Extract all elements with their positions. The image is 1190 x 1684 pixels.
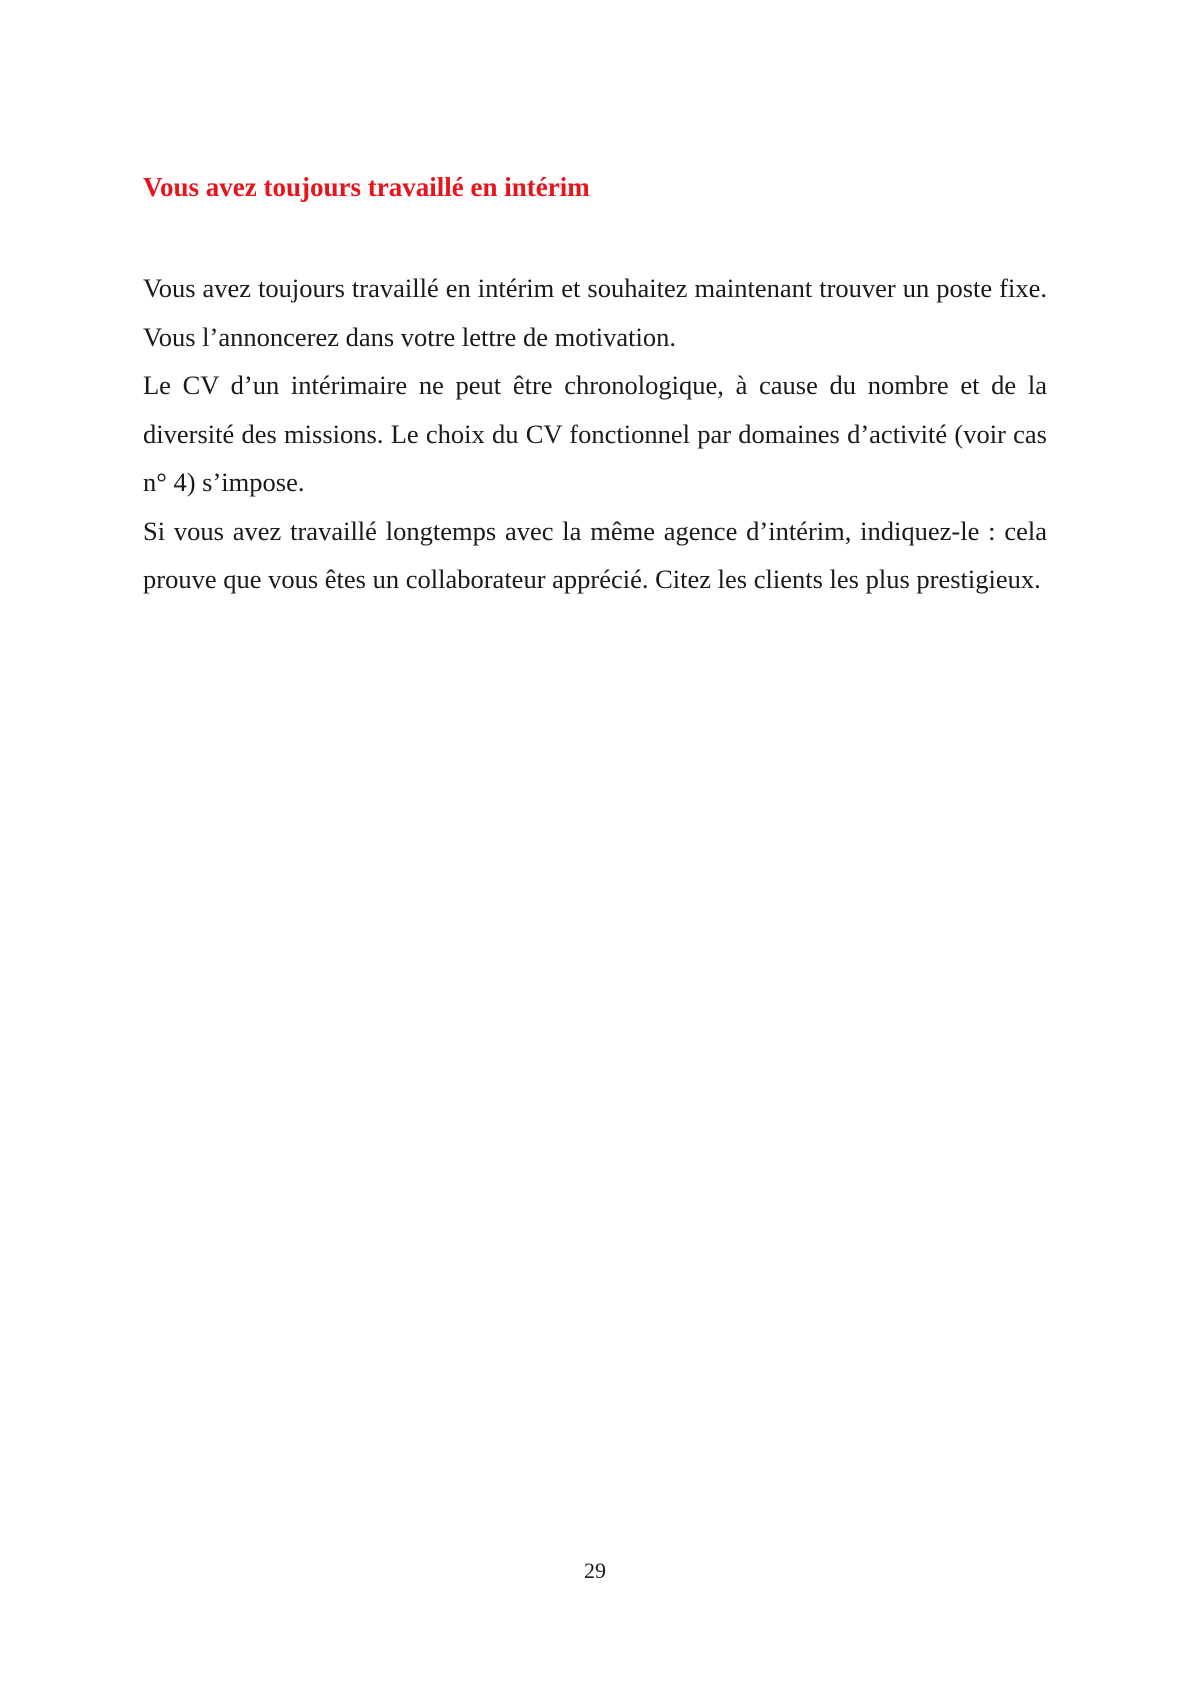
section-heading: Vous avez toujours travaillé en intérim <box>143 172 590 202</box>
paragraph-agency-advice: Si vous avez travaillé longtemps avec la même agence d’intérim, indiquez-le : cela prouve que vous êtes un collaborateur apprécié. Citez les clients les plus prestigieux. <box>143 515 1047 594</box>
body-text <box>143 264 1047 604</box>
paragraph-interim-intro: Vous avez toujours travaillé en intérim et souhaitez maintenant trouver un poste fixe. Vous l’annoncerez dans votre lettre de motivation. <box>143 273 1047 352</box>
paragraph-cv-format: Le CV d’un intérimaire ne peut être chronologique, à cause du nombre et de la diversité des missions. Le choix du CV fonctionnel par domaines d’activité (voir cas n° 4) s’impose. <box>143 370 1047 497</box>
page-number: 29 <box>584 1558 606 1583</box>
